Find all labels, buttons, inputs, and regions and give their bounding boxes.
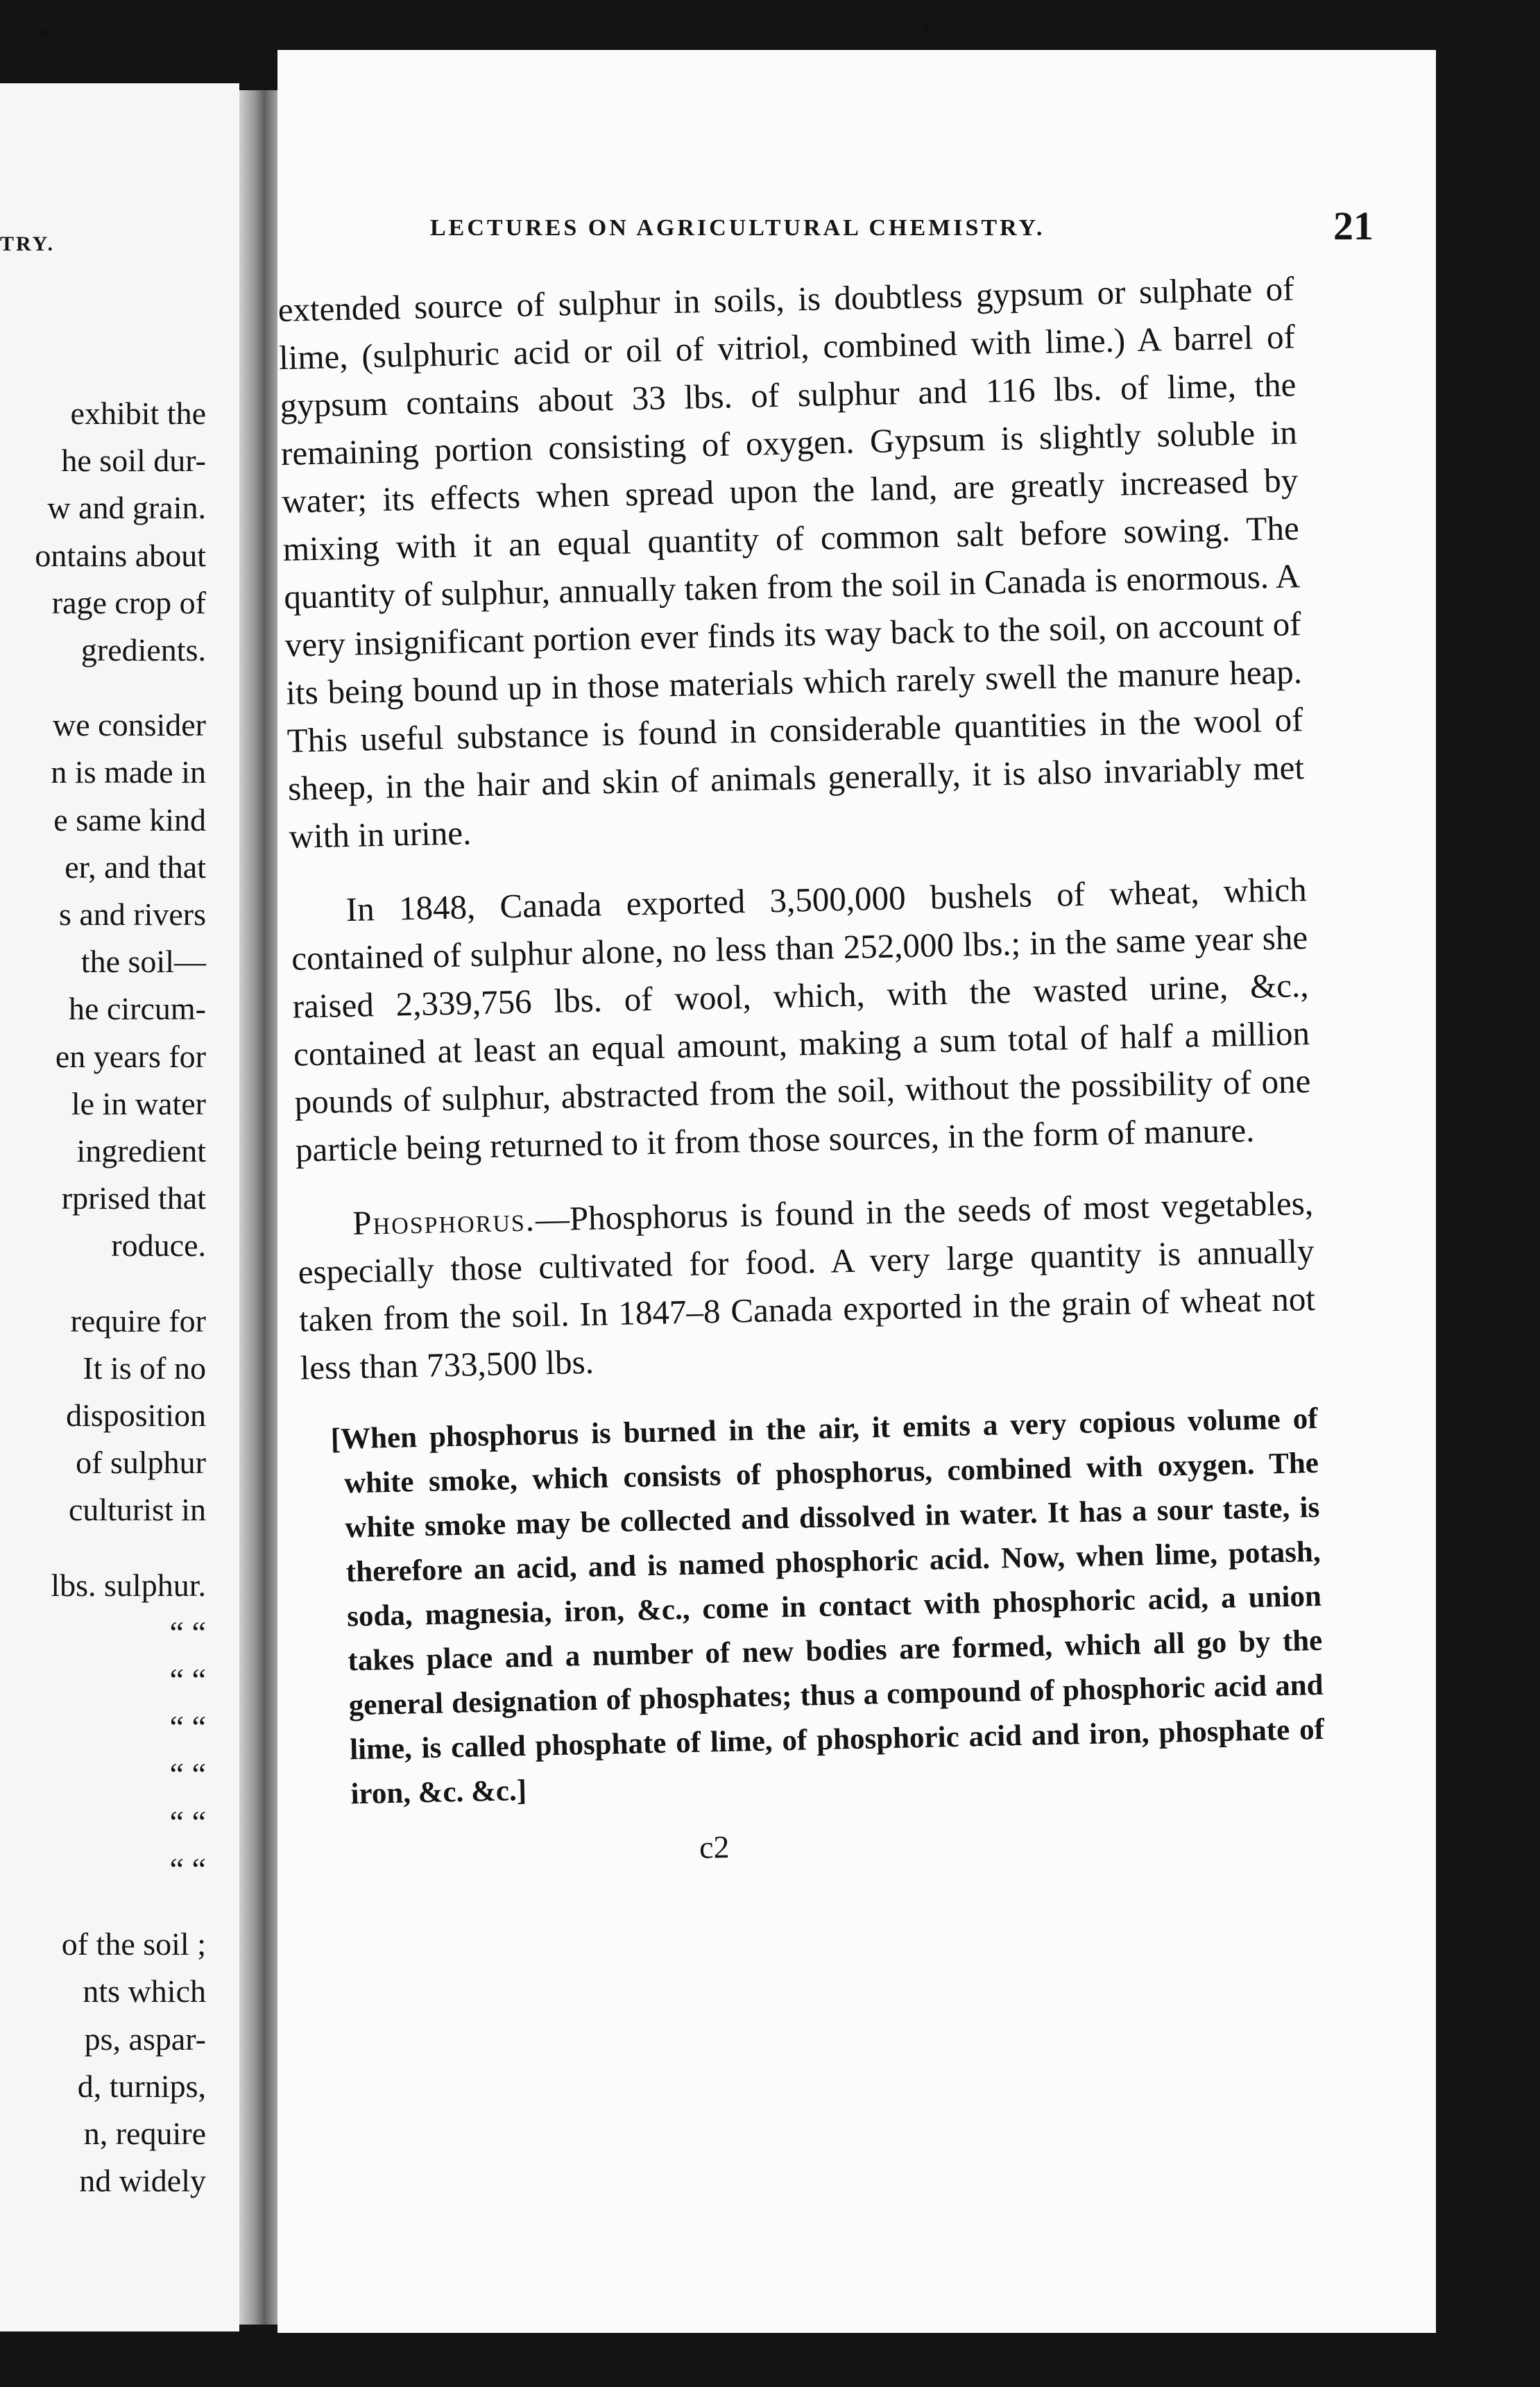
paragraph-sulphur-exports: In 1848, Canada exported 3,500,000 bushels of wheat, which contained of sulphur alone, no less than 252,000 lbs.; in the same year she raised 2,339,756 lbs. of wool, which, with the wasted urine, &c., contained at least an equal amount, making a sum total of half a million pounds of sulphur, abstracted from the soil, without the possibility of one particle being returned to it from those sources, in the form of manure. xyxy=(291,870,1311,1169)
bracketed-note: [When phosphorus is burned in the air, it emits a very copious volume of white smoke, which consists of phosphorus, combined with oxygen. The white smoke may be collected and dissolved in water. It has a sour taste, is therefore an acid, and is named phosphoric acid. Now, when lime, potash, soda, magnesia, iron, &c., come in contact with phosphoric acid, a union takes place and a number of new bodies are formed, which all go by the general designation of phosphates; thus a compound of phosphoric acid and lime, is called phosphate of lime, of phosphoric acid and iron, phosphate of iron, &c. &c.] xyxy=(330,1402,1325,1811)
scan-speck xyxy=(42,28,51,37)
scan-speck xyxy=(923,21,930,33)
left-page-line: “ “ xyxy=(169,1851,206,1887)
left-page-line: le in water xyxy=(71,1085,206,1121)
left-page-line: “ “ xyxy=(169,1756,206,1792)
left-page-text xyxy=(35,390,206,2205)
left-page-line: ontains about xyxy=(35,537,206,573)
page-header xyxy=(430,203,1387,258)
paragraph-sulphur-sources: extended source of sulphur in soils, is doubtless gypsum or sulphate of lime, (sulphuric acid or oil of vitriol, combined with lime.) A barrel of gypsum contains about 33 lbs. of sulphur and 116 lbs. of lime, the remaining portion consisting of oxygen. Gypsum is slightly soluble in water; its effects when spread upon the land, are greatly increased by mixing with it an equal quantity of common salt before sowing. The quantity of sulphur, annually taken from the soil in Canada is enormous. A very insignificant portion ever finds its way back to the soil, on account of its being bound up in those materials which rarely swell the manure heap. This useful substance is found in considerable quantities in the wool of sheep, in the hair and skin of animals generally, it is also invariably met with in urine. xyxy=(277,269,1305,856)
page-body xyxy=(277,264,1327,1874)
left-page-line: e same kind xyxy=(53,801,206,838)
left-page-line: we consider xyxy=(53,707,206,743)
left-running-head-fragment: TRY. xyxy=(0,232,55,255)
left-page-line: of sulphur xyxy=(76,1445,206,1481)
left-page-line: “ “ xyxy=(169,1614,206,1650)
left-page-line: he soil dur- xyxy=(61,443,206,479)
page-number: 21 xyxy=(1333,203,1374,248)
phosphorus-heading: Phosphorus. xyxy=(352,1200,536,1243)
left-page-line: he circum- xyxy=(69,991,206,1027)
left-facing-page xyxy=(0,83,239,2331)
left-page-line: rage crop of xyxy=(51,584,206,620)
paragraph-phosphorus xyxy=(297,1179,1317,1392)
signature-mark: c2 xyxy=(699,1828,730,1865)
left-page-line: rprised that xyxy=(61,1180,206,1216)
left-page-line: n is made in xyxy=(51,754,206,790)
left-page-line: roduce. xyxy=(111,1228,206,1264)
book-page xyxy=(277,50,1436,2333)
left-page-line: “ “ xyxy=(169,1803,206,1840)
left-page-line: w and grain. xyxy=(47,490,206,526)
left-page-line: s and rivers xyxy=(58,897,206,933)
left-page-line: d, turnips, xyxy=(77,2068,206,2104)
left-page-line: gredients. xyxy=(80,632,206,668)
left-page-line: ingredient xyxy=(76,1133,206,1169)
left-page-line: “ “ xyxy=(169,1662,206,1698)
left-page-line: the soil— xyxy=(80,944,206,980)
left-page-line: en years for xyxy=(55,1038,206,1074)
left-page-line: disposition xyxy=(66,1398,206,1434)
left-page-line: er, and that xyxy=(65,849,206,885)
left-page-line: It is of no xyxy=(83,1350,206,1386)
left-page-line: n, require xyxy=(83,2115,206,2151)
phosphorus-text: —Phosphorus is found in the seeds of most vegetables, especially those cultivated for food. A very large quantity is annually taken from the soil. In 1847–8 Canada exported in the grain of wheat not less than 733,500 lbs. xyxy=(298,1184,1316,1387)
left-page-line: require for xyxy=(70,1302,206,1339)
left-page-line: ps, aspar- xyxy=(84,2021,206,2057)
left-page-line: exhibit the xyxy=(70,396,206,431)
running-title: LECTURES ON AGRICULTURAL CHEMISTRY. xyxy=(430,215,1045,241)
left-page-line: nts which xyxy=(83,1973,206,2010)
book-gutter xyxy=(239,90,281,2325)
left-page-line: culturist in xyxy=(68,1492,206,1528)
left-page-line: “ “ xyxy=(169,1709,206,1745)
left-page-line: nd widely xyxy=(79,2163,206,2199)
left-page-line: lbs. sulphur. xyxy=(51,1567,206,1603)
left-page-line: of the soil ; xyxy=(61,1926,206,1962)
